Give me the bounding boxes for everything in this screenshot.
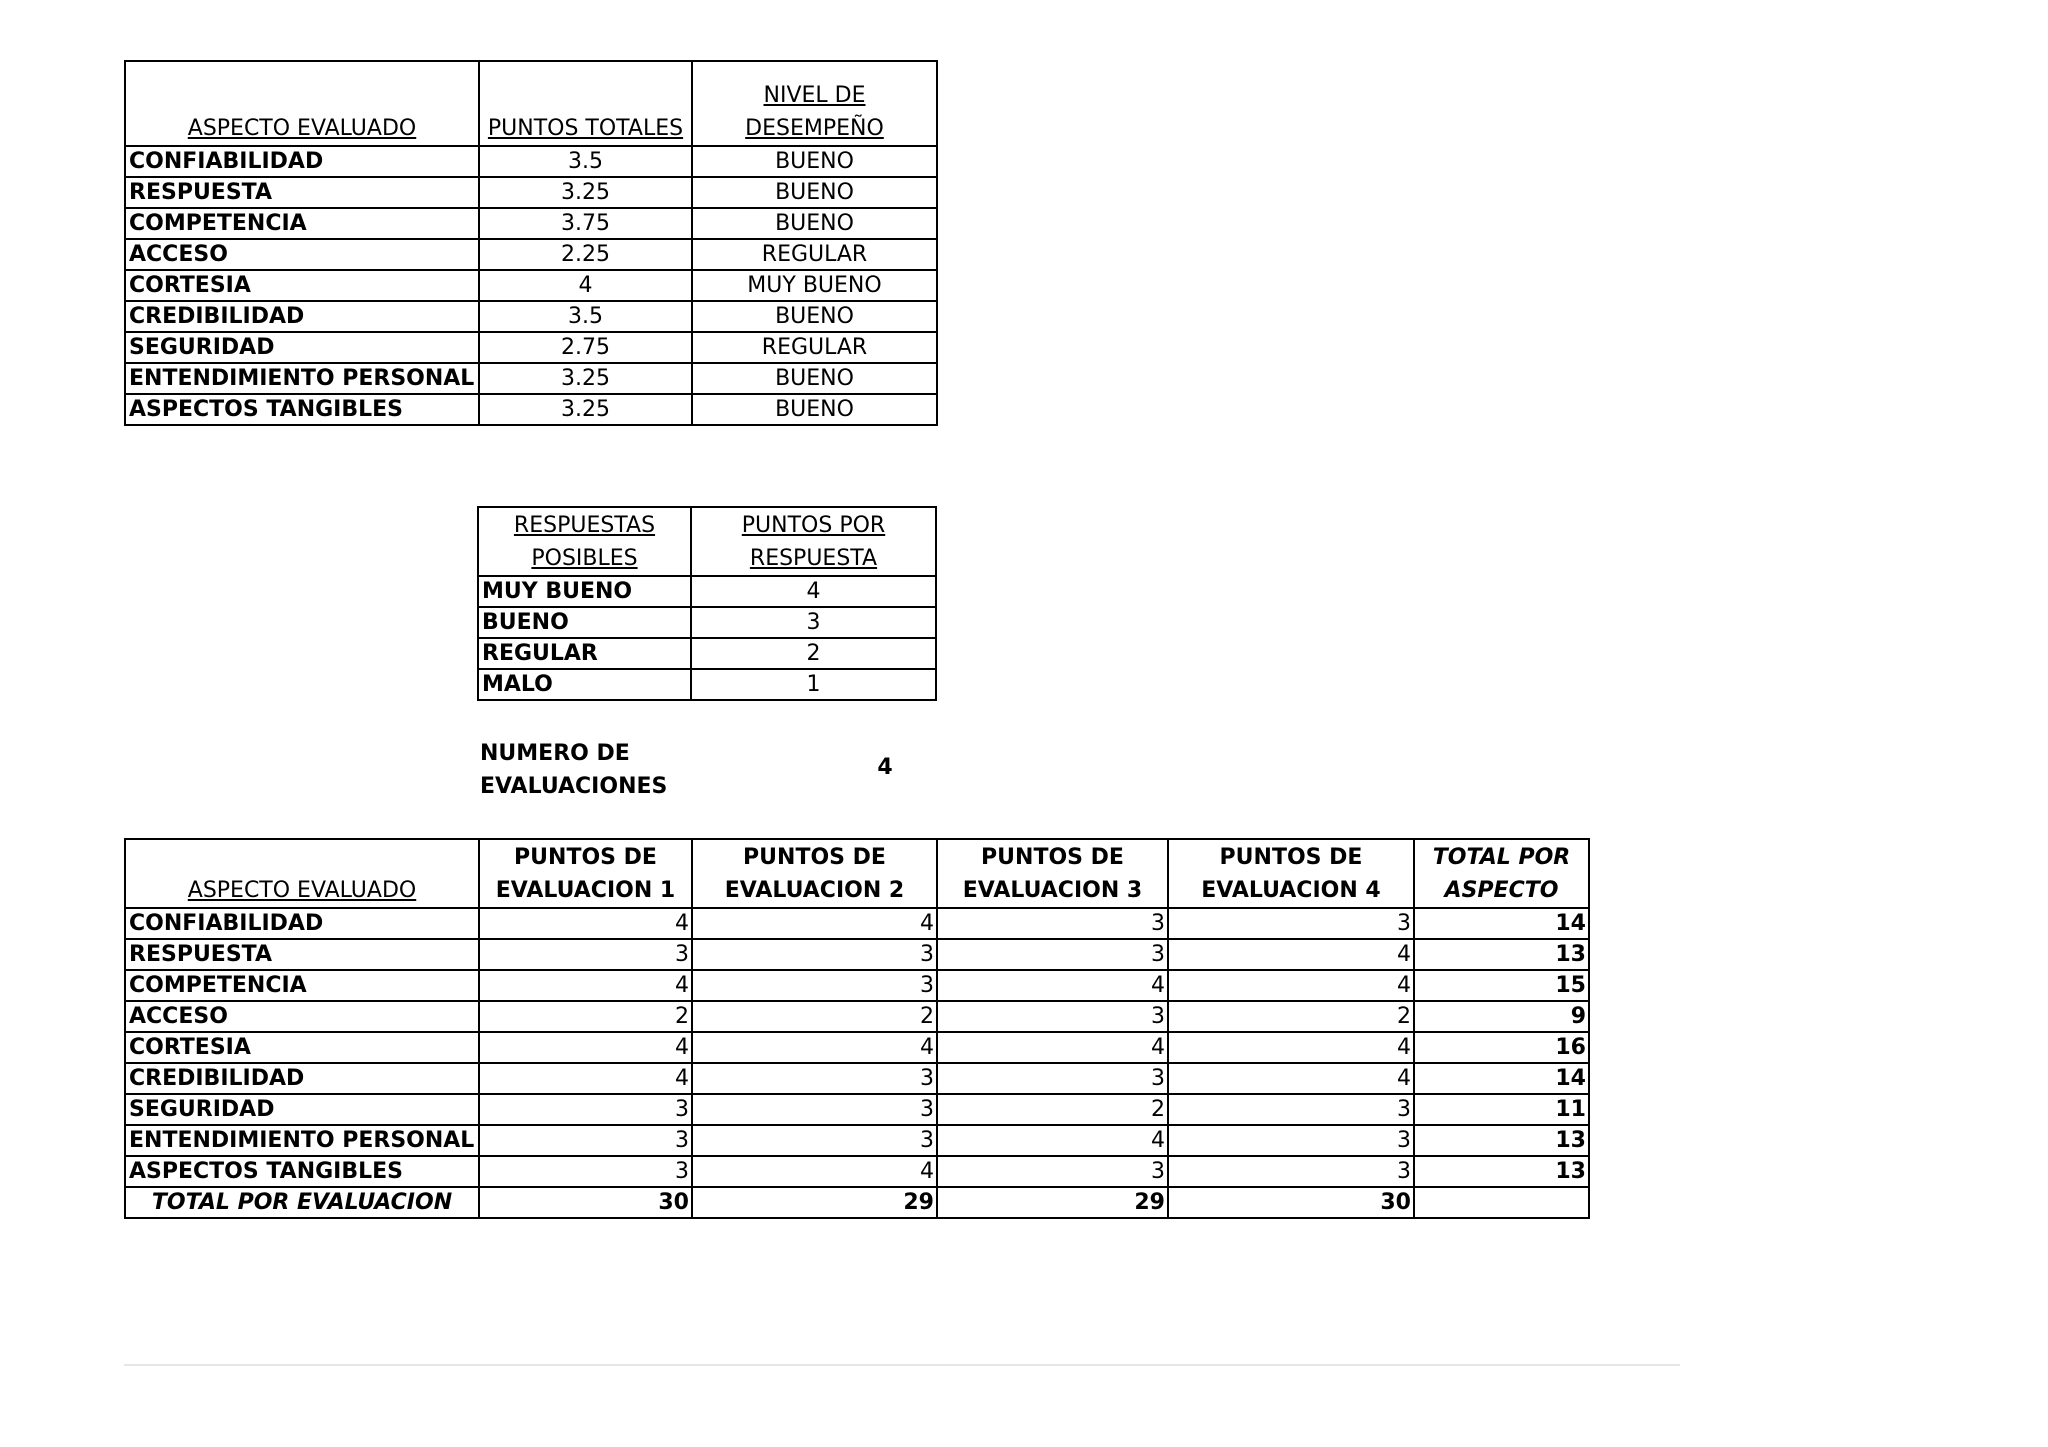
table-row xyxy=(125,1063,1589,1094)
table-row xyxy=(125,1001,1589,1032)
eval1-cell: 4 xyxy=(479,908,692,939)
eval2-cell: 4 xyxy=(692,1156,937,1187)
total-aspect-cell: 13 xyxy=(1414,1125,1589,1156)
eval4-cell: 3 xyxy=(1168,1094,1414,1125)
points-cell: 3.25 xyxy=(479,363,692,394)
eval4-header-line2: EVALUACION 4 xyxy=(1201,878,1381,903)
level-header-line2: DESEMPEÑO xyxy=(745,116,884,141)
eval4-total-cell: 30 xyxy=(1168,1187,1414,1218)
points-header: PUNTOS TOTALES xyxy=(487,116,684,141)
answer-cell: REGULAR xyxy=(478,638,691,669)
aspect-cell: CORTESIA xyxy=(125,1032,479,1063)
aspect-cell: ASPECTOS TANGIBLES xyxy=(125,1156,479,1187)
aspect-cell: ACCESO xyxy=(125,239,479,270)
eval2-cell: 3 xyxy=(692,1094,937,1125)
eval3-cell: 4 xyxy=(937,970,1168,1001)
eval2-cell: 4 xyxy=(692,908,937,939)
eval4-header-cell xyxy=(1168,839,1414,908)
grand-total-cell xyxy=(1414,1187,1589,1218)
aspect-cell: CREDIBILIDAD xyxy=(125,301,479,332)
eval2-total-cell: 29 xyxy=(692,1187,937,1218)
table-row xyxy=(125,939,1589,970)
points-cell: 3.5 xyxy=(479,301,692,332)
eval1-header-line2: EVALUACION 1 xyxy=(495,878,676,903)
eval3-cell: 3 xyxy=(937,1063,1168,1094)
eval2-cell: 3 xyxy=(692,1063,937,1094)
eval2-header-line1: PUNTOS DE xyxy=(743,845,886,870)
answer-points-header-cell xyxy=(691,507,936,576)
aspect-cell: ACCESO xyxy=(125,1001,479,1032)
table-row xyxy=(125,146,937,177)
points-cell: 2.75 xyxy=(479,332,692,363)
performance-header-row xyxy=(125,61,937,146)
table-row xyxy=(125,270,937,301)
level-cell: REGULAR xyxy=(692,332,937,363)
answer-cell: BUENO xyxy=(478,607,691,638)
scores-table xyxy=(124,838,1590,1219)
eval3-header-line2: EVALUACION 3 xyxy=(962,878,1143,903)
evaluations-label-line2: EVALUACIONES xyxy=(480,774,668,799)
aspect-cell: CONFIABILIDAD xyxy=(125,908,479,939)
evaluations-label-line1: NUMERO DE xyxy=(480,741,630,766)
eval3-cell: 2 xyxy=(937,1094,1168,1125)
total-evaluation-label: TOTAL POR EVALUACION xyxy=(125,1187,479,1218)
table-row xyxy=(478,669,936,700)
table-row xyxy=(478,638,936,669)
scores-table-body xyxy=(125,839,1589,1218)
eval3-cell: 3 xyxy=(937,1156,1168,1187)
table-row xyxy=(125,1094,1589,1125)
level-cell: REGULAR xyxy=(692,239,937,270)
total-aspect-cell: 9 xyxy=(1414,1001,1589,1032)
scale-table-body xyxy=(478,507,936,700)
eval3-cell: 3 xyxy=(937,1001,1168,1032)
performance-table xyxy=(124,60,938,426)
table-row xyxy=(478,607,936,638)
performance-table-body xyxy=(125,61,937,425)
eval1-cell: 4 xyxy=(479,1032,692,1063)
page-footer-divider xyxy=(124,1364,1680,1366)
eval1-cell: 3 xyxy=(479,1125,692,1156)
answer-points-cell: 4 xyxy=(691,576,936,607)
points-cell: 3.5 xyxy=(479,146,692,177)
eval1-cell: 4 xyxy=(479,1063,692,1094)
points-cell: 3.25 xyxy=(479,394,692,425)
answers-header-line2: POSIBLES xyxy=(531,546,638,571)
eval4-cell: 3 xyxy=(1168,1125,1414,1156)
aspect-cell: ENTENDIMIENTO PERSONAL xyxy=(125,363,479,394)
table-row xyxy=(478,576,936,607)
eval1-cell: 3 xyxy=(479,1094,692,1125)
scores-header-row xyxy=(125,839,1589,908)
evaluations-label xyxy=(480,737,700,803)
total-aspect-header-line2: ASPECTO xyxy=(1444,878,1559,903)
points-cell: 3.25 xyxy=(479,177,692,208)
level-header-cell xyxy=(692,61,937,146)
table-row xyxy=(125,332,937,363)
eval3-total-cell: 29 xyxy=(937,1187,1168,1218)
eval2-cell: 3 xyxy=(692,939,937,970)
eval4-header-line1: PUNTOS DE xyxy=(1219,845,1363,870)
points-cell: 4 xyxy=(479,270,692,301)
eval4-cell: 3 xyxy=(1168,908,1414,939)
table-row xyxy=(125,208,937,239)
eval2-cell: 3 xyxy=(692,970,937,1001)
level-cell: BUENO xyxy=(692,394,937,425)
eval2-cell: 4 xyxy=(692,1032,937,1063)
eval2-header-cell xyxy=(692,839,937,908)
evaluations-count xyxy=(480,737,1000,807)
table-row xyxy=(125,908,1589,939)
eval1-cell: 2 xyxy=(479,1001,692,1032)
aspect-header-cell xyxy=(125,61,479,146)
table-row xyxy=(125,177,937,208)
total-aspect-cell: 15 xyxy=(1414,970,1589,1001)
points-header-cell xyxy=(479,61,692,146)
eval3-cell: 3 xyxy=(937,908,1168,939)
aspect-cell: SEGURIDAD xyxy=(125,332,479,363)
eval1-cell: 3 xyxy=(479,1156,692,1187)
points-cell: 2.25 xyxy=(479,239,692,270)
eval1-header-line1: PUNTOS DE xyxy=(514,845,657,870)
scores-aspect-header-cell xyxy=(125,839,479,908)
aspect-cell: CORTESIA xyxy=(125,270,479,301)
total-aspect-cell: 13 xyxy=(1414,939,1589,970)
table-row xyxy=(125,239,937,270)
level-cell: BUENO xyxy=(692,177,937,208)
total-aspect-header-line1: TOTAL POR xyxy=(1432,845,1571,870)
scores-aspect-header: ASPECTO EVALUADO xyxy=(187,878,417,903)
level-cell: MUY BUENO xyxy=(692,270,937,301)
points-cell: 3.75 xyxy=(479,208,692,239)
eval4-cell: 4 xyxy=(1168,939,1414,970)
total-aspect-cell: 14 xyxy=(1414,1063,1589,1094)
answer-points-cell: 2 xyxy=(691,638,936,669)
eval3-header-cell xyxy=(937,839,1168,908)
total-aspect-header-cell xyxy=(1414,839,1589,908)
eval3-cell: 3 xyxy=(937,939,1168,970)
eval3-cell: 4 xyxy=(937,1125,1168,1156)
eval1-header-cell xyxy=(479,839,692,908)
answer-points-header-line1: PUNTOS POR xyxy=(741,513,886,538)
eval1-total-cell: 30 xyxy=(479,1187,692,1218)
eval2-cell: 2 xyxy=(692,1001,937,1032)
evaluations-value: 4 xyxy=(877,755,893,780)
answer-points-header-line2: RESPUESTA xyxy=(749,546,878,571)
eval4-cell: 4 xyxy=(1168,1063,1414,1094)
eval2-cell: 3 xyxy=(692,1125,937,1156)
scale-header-row xyxy=(478,507,936,576)
table-row xyxy=(125,1125,1589,1156)
answer-cell: MALO xyxy=(478,669,691,700)
total-aspect-cell: 13 xyxy=(1414,1156,1589,1187)
total-aspect-cell: 16 xyxy=(1414,1032,1589,1063)
table-row xyxy=(125,394,937,425)
eval4-cell: 3 xyxy=(1168,1156,1414,1187)
level-cell: BUENO xyxy=(692,146,937,177)
eval3-cell: 4 xyxy=(937,1032,1168,1063)
answers-header-cell xyxy=(478,507,691,576)
table-row xyxy=(125,970,1589,1001)
aspect-cell: CONFIABILIDAD xyxy=(125,146,479,177)
totals-row xyxy=(125,1187,1589,1218)
eval2-header-line2: EVALUACION 2 xyxy=(724,878,905,903)
table-row xyxy=(125,1156,1589,1187)
aspect-cell: CREDIBILIDAD xyxy=(125,1063,479,1094)
answer-points-cell: 3 xyxy=(691,607,936,638)
table-row xyxy=(125,363,937,394)
total-aspect-cell: 11 xyxy=(1414,1094,1589,1125)
aspect-cell: RESPUESTA xyxy=(125,177,479,208)
level-cell: BUENO xyxy=(692,301,937,332)
aspect-header: ASPECTO EVALUADO xyxy=(187,116,417,141)
eval1-cell: 4 xyxy=(479,970,692,1001)
answers-header-line1: RESPUESTAS xyxy=(513,513,656,538)
level-cell: BUENO xyxy=(692,208,937,239)
level-header-line1: NIVEL DE xyxy=(763,83,866,108)
table-row xyxy=(125,1032,1589,1063)
aspect-cell: RESPUESTA xyxy=(125,939,479,970)
aspect-cell: COMPETENCIA xyxy=(125,970,479,1001)
answer-points-cell: 1 xyxy=(691,669,936,700)
scale-table xyxy=(477,506,937,701)
table-row xyxy=(125,301,937,332)
eval4-cell: 4 xyxy=(1168,1032,1414,1063)
eval1-cell: 3 xyxy=(479,939,692,970)
answer-cell: MUY BUENO xyxy=(478,576,691,607)
aspect-cell: COMPETENCIA xyxy=(125,208,479,239)
eval4-cell: 4 xyxy=(1168,970,1414,1001)
eval4-cell: 2 xyxy=(1168,1001,1414,1032)
aspect-cell: ENTENDIMIENTO PERSONAL xyxy=(125,1125,479,1156)
aspect-cell: SEGURIDAD xyxy=(125,1094,479,1125)
total-aspect-cell: 14 xyxy=(1414,908,1589,939)
level-cell: BUENO xyxy=(692,363,937,394)
aspect-cell: ASPECTOS TANGIBLES xyxy=(125,394,479,425)
eval3-header-line1: PUNTOS DE xyxy=(981,845,1124,870)
